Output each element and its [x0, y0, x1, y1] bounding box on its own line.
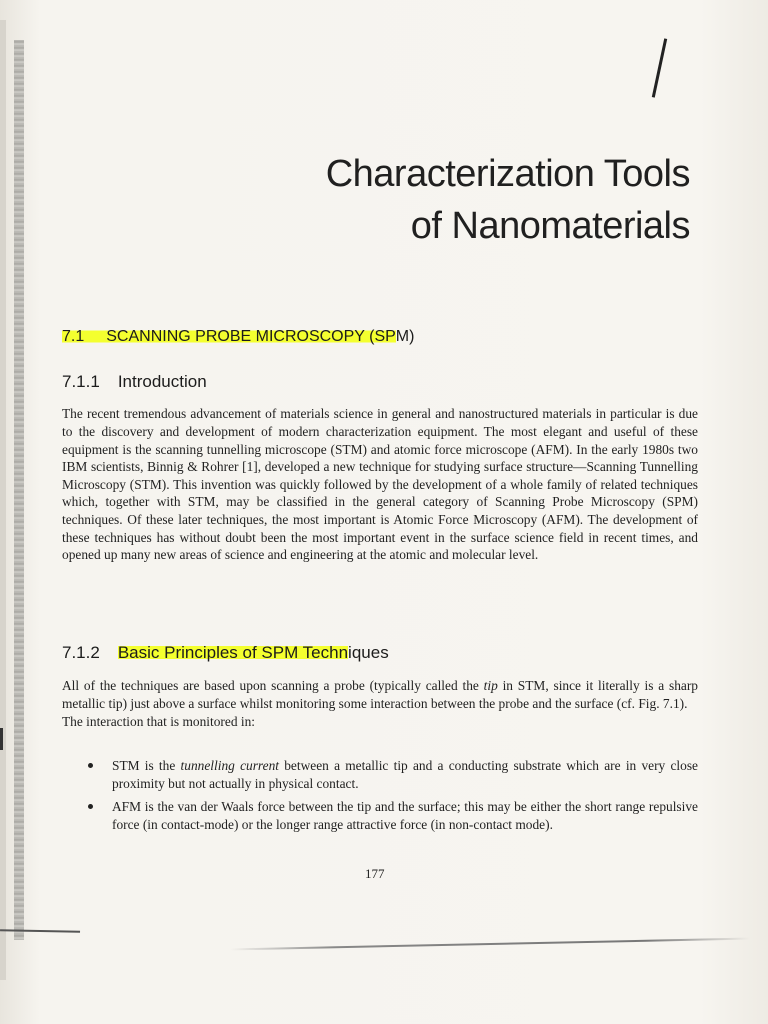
- chapter-title-line2: of Nanomaterials: [410, 205, 690, 247]
- page-binding-shadow: [0, 20, 6, 980]
- principles-text-a: All of the techniques are based upon scanning a probe (typically called the: [62, 678, 484, 694]
- list-item-stm: [88, 757, 698, 792]
- introduction-paragraph: The recent tremendous advancement of materials science in general and nanostructured materials in particular is due to the discovery and development of modern characterization equipment. The most elegant and useful of these equipment is the scanning tunnelling microscope (STM) and atomic force microscope (AFM). In the early 1980s two IBM scientists, Binnig & Rohrer [1], developed a new technique for studying surface structure—Scanning Tunnelling Microscopy (STM). This invention was quickly followed by the development of a whole family of related techniques which, together with STM, may be classified in the general category of Scanning Probe Microscopy (SPM) techniques. Of these later techniques, the most important is Atomic Force Microscopy (AFM). The development of these techniques has without doubt been the most important event in the surface science field in recent times, and opened up many new areas of science and engineering at the atomic and molecular level.: [62, 406, 698, 563]
- bullet-text: between a metallic tip and a conducting substrate which are in very close proximity but not actually in physical contact.: [112, 758, 699, 791]
- subsection-heading-introduction: [62, 372, 207, 392]
- bullet-icon: [88, 763, 93, 768]
- chapter-number-mark: [650, 38, 670, 100]
- subsection-title-rest: iques: [348, 643, 389, 662]
- section-heading: [62, 328, 414, 346]
- tip-term: tip: [483, 678, 498, 694]
- subsection-number: 7.1.1: [62, 372, 100, 391]
- section-heading-highlight: [62, 328, 396, 345]
- technique-list: [88, 757, 698, 839]
- section-title-rest: M): [395, 328, 415, 345]
- subsection-heading-principles: [62, 643, 389, 663]
- tunnelling-current-term: tunnelling current: [180, 758, 279, 773]
- edge-mark: [0, 728, 3, 750]
- bullet-text: AFM is the van der Waals force between the tip and the surface; this may be either the short range repulsive force (in contact-mode) or the longer range attractive force (in non-contact mode).: [112, 799, 698, 832]
- section-number: 7.1: [62, 328, 85, 345]
- principles-paragraph: [62, 677, 698, 730]
- subsection-title: Introduction: [117, 372, 207, 391]
- chapter-title: [326, 148, 690, 252]
- corner-mark: [0, 929, 80, 936]
- page-binding-edge: [14, 40, 24, 940]
- subsection-number: 7.1.2: [62, 643, 100, 662]
- bullet-text: STM is the: [112, 758, 181, 773]
- section-title-highlighted: SCANNING PROBE MICROSCOPY (SP: [106, 328, 396, 345]
- principles-text-b: in STM, since it literally is a sharp metallic tip) just above a surface whilst monitoring some interaction between the probe and the surface (cf. Fig. 7.1).: [62, 678, 698, 711]
- interaction-line: The interaction that is monitored in:: [62, 713, 256, 729]
- chapter-title-line1: Characterization Tools: [325, 153, 690, 195]
- bullet-icon: [88, 804, 93, 809]
- page-number: 177: [365, 866, 385, 881]
- subsection-title-highlighted: Basic Principles of SPM Techn: [117, 643, 349, 662]
- bottom-rule: [230, 938, 750, 951]
- list-item-afm: [88, 798, 698, 833]
